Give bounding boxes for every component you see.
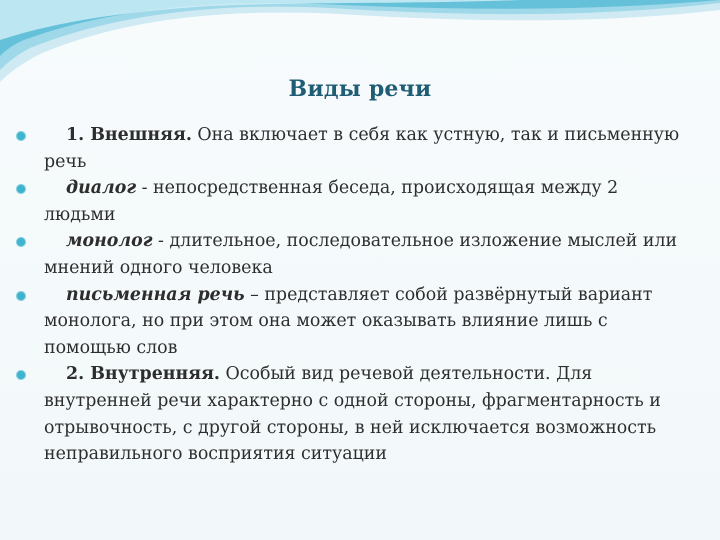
list-item	[44, 282, 684, 362]
list-item	[44, 175, 684, 228]
bullet-dot-icon	[16, 131, 26, 141]
bullet-dot-icon	[16, 370, 26, 380]
item-lead: письменная речь	[66, 284, 245, 305]
item-lead: диалог	[66, 178, 137, 199]
bullet-dot-icon	[16, 291, 26, 301]
item-text: - непосредственная беседа, происходящая между 2 людьми	[44, 178, 619, 225]
list-item	[44, 228, 684, 281]
item-lead: 1. Внешняя.	[66, 125, 192, 145]
bullet-list	[44, 122, 684, 468]
list-item	[44, 122, 684, 175]
item-lead: 2. Внутренняя.	[66, 364, 220, 385]
slide-title: Виды речи	[288, 76, 432, 102]
item-text: Она включает в себя как устную, так и письменную речь	[44, 125, 680, 172]
item-text: – представляет собой развёрнутый вариант монолога, но при этом она может оказывать влияние лишь с помощью слов	[44, 284, 653, 358]
bullet-dot-icon	[16, 237, 26, 247]
list-item	[44, 361, 684, 467]
item-lead: монолог	[66, 231, 153, 252]
item-text: - длительное, последовательное изложение мыслей или мнений одного человека	[44, 231, 678, 278]
bullet-dot-icon	[16, 184, 26, 194]
item-text: Особый вид речевой деятельности. Для внутренней речи характерно с одной стороны, фрагментарность и отрывочность, с другой стороны, в ней исключается возможность неправильного восприятия ситуации	[44, 364, 661, 465]
